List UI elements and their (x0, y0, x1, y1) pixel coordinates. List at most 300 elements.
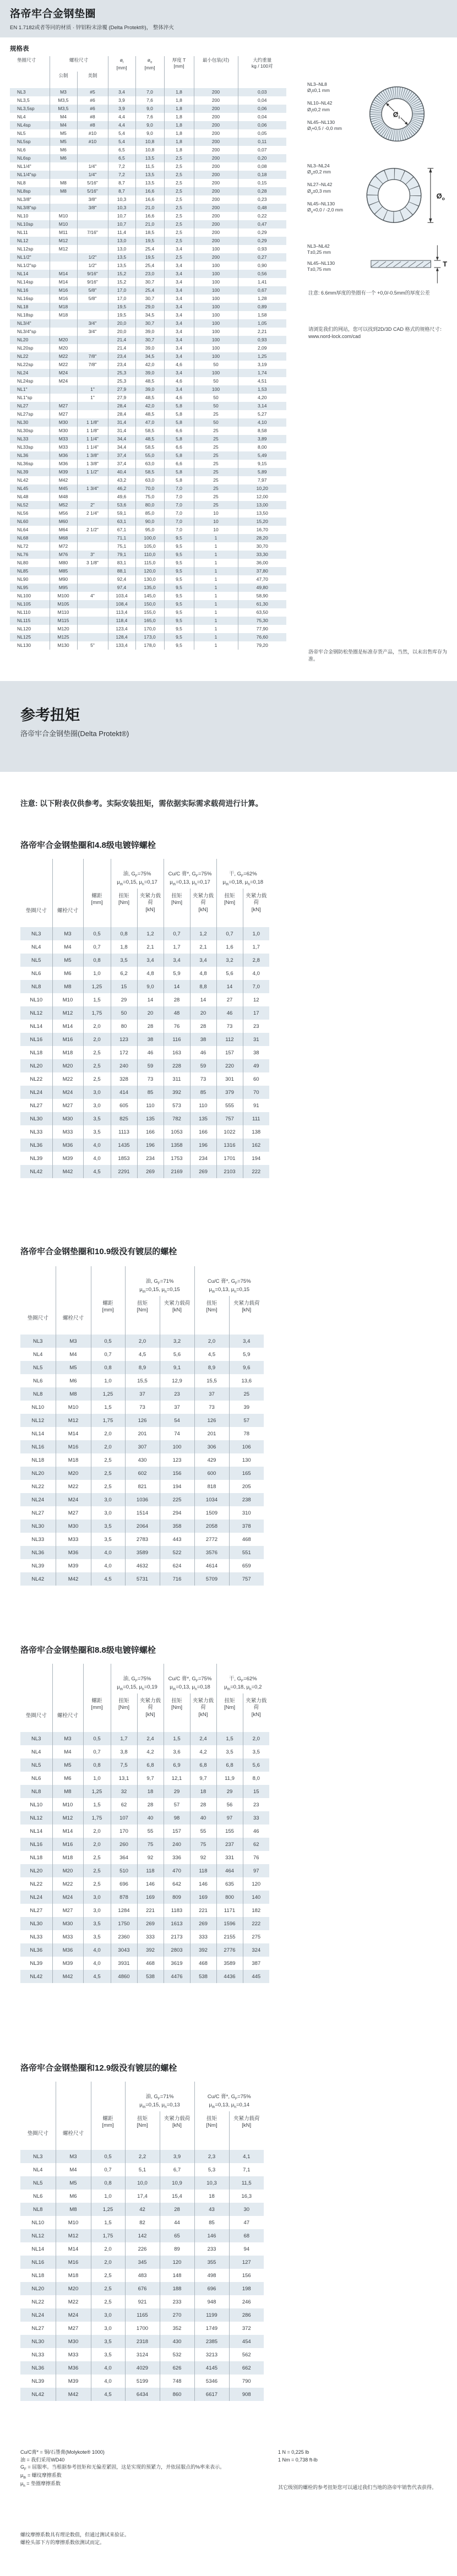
cell: 90,0 (135, 518, 164, 526)
cell: 3,0 (83, 1099, 111, 1112)
table-row (10, 96, 286, 105)
cell: 0,8 (83, 1758, 111, 1772)
cell: M4 (56, 2163, 91, 2176)
tolerance-range: NL10–NL42 (307, 100, 333, 106)
table-row (20, 1453, 264, 1467)
cell: NL30 (17, 420, 29, 425)
cell: 1113 (111, 1125, 137, 1139)
cell: NL33 (31, 2351, 45, 2358)
cell: 1/2" (77, 262, 108, 270)
col-torque: 扭矩 [Nm] (216, 889, 243, 927)
cell: 1 (194, 584, 238, 592)
col-clamp-load: 夹紧力载荷 [kN] (229, 1296, 264, 1335)
cell: 5199 (125, 2375, 160, 2388)
cell: 228 (164, 1059, 190, 1072)
cell: 85,0 (135, 509, 164, 518)
cell: NL6 (33, 2193, 43, 2199)
col-torque: 扭矩 [Nm] (216, 1693, 243, 1732)
cell: 220 (216, 1059, 243, 1072)
table-row (10, 451, 286, 460)
cell: NL20 (17, 337, 29, 342)
col-clamp-load: 夹紧力载荷 [kN] (190, 889, 216, 927)
cell: 1,8 (164, 88, 194, 96)
cell: 3,9 (108, 96, 135, 105)
cell: 2,2 (125, 2150, 160, 2163)
cell: 100,0 (135, 534, 164, 542)
cell: 25 (229, 1387, 264, 1401)
cell: 37,80 (238, 567, 286, 575)
cell: 200 (194, 228, 238, 237)
cell: NL24 (31, 2312, 45, 2318)
tolerance-value: $Ø_o\pm 0,2$ mm (307, 169, 331, 176)
cell: 2,0 (83, 1033, 111, 1046)
cell: 0,8 (83, 954, 111, 967)
cell: 46 (190, 1046, 216, 1059)
cell: 1,05 (238, 319, 286, 328)
cell: 333 (190, 1930, 216, 1943)
cell: 225 (160, 1493, 194, 1506)
cell: 2,21 (238, 328, 286, 336)
cell: 372 (229, 2322, 264, 2335)
cell: 120,0 (135, 567, 164, 575)
cell: 921 (125, 2295, 160, 2308)
cell: 238 (229, 1493, 264, 1506)
cell: 1 (194, 625, 238, 633)
table-row (10, 509, 286, 518)
cell: NL10 (31, 1404, 45, 1410)
cell: 200 (194, 154, 238, 162)
condition-group-oil: 油, $G_F=75\%$ $\mu_{th}=0,15$, $\mu_h=0,19$ (111, 1664, 164, 1693)
outer-dia-tolerances (307, 163, 364, 220)
cell: 13,5 (135, 179, 164, 187)
cell: M33 (52, 1930, 83, 1943)
cell: 221 (137, 1904, 164, 1917)
cell: 97 (216, 1811, 243, 1825)
cell: 1749 (194, 2322, 229, 2335)
cell: M24 (56, 1493, 91, 1506)
cell: 25 (194, 493, 238, 501)
cell: 4029 (125, 2361, 160, 2375)
cell (50, 204, 77, 212)
cell: 200 (194, 212, 238, 220)
cell: 1701 (216, 1152, 243, 1165)
cell: 2,5 (164, 220, 194, 228)
cell: 4,5 (91, 1572, 125, 1586)
cell: NL24sp (17, 378, 34, 384)
cell: 12,00 (238, 493, 286, 501)
condition-group-oil: 油, $G_F=71\%$ $\mu_{th}=0,15$, $\mu_h=0,15$ (125, 1266, 194, 1296)
torque-section-subtitle: 洛帝牢合金钢垫圈(Delta Protekt®) (20, 729, 129, 738)
cell (77, 625, 108, 633)
cell: 233 (160, 2295, 194, 2308)
torque-table-48-title: 洛帝牢合金钢垫圈和4.8级电镀锌螺栓 (20, 841, 156, 850)
cell: 37,4 (108, 451, 135, 460)
cell: 6,5 (108, 146, 135, 154)
cell: 9/16" (77, 278, 108, 286)
cell: M24 (52, 1891, 83, 1904)
cell: 13,5 (135, 171, 164, 179)
cell: 38 (243, 1046, 269, 1059)
cell: M52 (50, 501, 77, 509)
cell (77, 633, 108, 641)
cell: 10,8 (135, 146, 164, 154)
cell: 25 (194, 501, 238, 509)
cell: NL12 (30, 1010, 43, 1016)
cell: 5/16" (77, 179, 108, 187)
cell: 2,5 (164, 237, 194, 245)
cell: NL30 (30, 1115, 43, 1122)
cell: 49,80 (238, 584, 286, 592)
torque-table-88-body (20, 1732, 269, 1983)
cell: 107 (111, 1811, 137, 1825)
cell: 3,4 (164, 303, 194, 311)
cell: 14 (190, 993, 216, 1006)
cell: 70 (243, 1086, 269, 1099)
table-row (20, 1811, 269, 1825)
cell: M68 (50, 534, 77, 542)
cell: 48,5 (135, 435, 164, 443)
cell: M6 (52, 1772, 83, 1785)
cell: NL3/8" (17, 197, 31, 202)
table-row (20, 1745, 269, 1758)
cell: 429 (194, 1453, 229, 1467)
cell: 1,5 (91, 1401, 125, 1414)
cell: 39,0 (135, 344, 164, 352)
cell: 3,4 (164, 311, 194, 319)
cell: 40 (137, 1811, 164, 1825)
cell: 306 (194, 1440, 229, 1453)
cell: 0,06 (238, 105, 286, 113)
cell: 15,2 (108, 270, 135, 278)
cell: NL27 (30, 1102, 43, 1109)
cell: 200 (194, 187, 238, 195)
cell: 1 (194, 551, 238, 559)
cell: 7,0 (135, 88, 164, 96)
cell: 1183 (164, 1904, 190, 1917)
table-row (10, 592, 286, 600)
cell: 57 (229, 1414, 264, 1427)
cell: 3,4 (164, 262, 194, 270)
cell: 1,74 (238, 369, 286, 377)
cell: 468 (229, 1533, 264, 1546)
cell: NL39 (30, 1960, 43, 1967)
cell: NL27 (17, 403, 29, 409)
cell: NL64 (17, 527, 29, 532)
cell: 9,7 (137, 1772, 164, 1785)
cell: 2,0 (125, 1335, 160, 1348)
cell: 551 (229, 1546, 264, 1559)
cell: M3 (56, 1335, 91, 1348)
condition-group-oil: 油, $G_F=71\%$ $\mu_{th}=0,15$, $\mu_h=0,13$ (125, 2082, 194, 2111)
cell: 626 (160, 2361, 194, 2375)
cell (77, 402, 108, 410)
cell: 11,5 (229, 2176, 264, 2190)
cell: 246 (229, 2295, 264, 2308)
cell: 364 (111, 1851, 137, 1864)
cell: 3,4 (164, 954, 190, 967)
cell: 7,1 (229, 2163, 264, 2176)
cell: 11,4 (108, 228, 135, 237)
cell: 79,1 (108, 551, 135, 559)
cell: NL22 (31, 1483, 45, 1490)
cell: 15 (111, 980, 137, 993)
cell: 42,0 (135, 402, 164, 410)
cell: NL30 (30, 1920, 43, 1927)
cell: NL14 (30, 1023, 43, 1030)
cell: M36 (52, 1139, 83, 1152)
cell: 21,4 (108, 336, 135, 344)
torque-note: 注意: 以下附表仅供参考。实际安装扭矩，需依据实际需求载荷进行计算。 (20, 799, 263, 808)
cell: 3,0 (83, 1891, 111, 1904)
cell: M90 (50, 575, 77, 584)
cell: 1596 (216, 1917, 243, 1930)
table-row (10, 484, 286, 493)
cell: NL3,5sp (17, 106, 35, 111)
table-row (10, 228, 286, 237)
cell: 103,4 (108, 592, 135, 600)
cell: 8,0 (243, 1772, 269, 1785)
cell: NL1" (17, 386, 28, 392)
footer-friction-note: 螺栓头部下方的摩擦系数依测试而定。 (20, 2539, 105, 2545)
cell: 88,1 (108, 567, 135, 575)
cell: NL100 (17, 593, 31, 598)
cell: 130 (229, 1453, 264, 1467)
col-pitch: 螺距 [mm] (83, 1693, 111, 1732)
cell: 80,0 (135, 501, 164, 509)
cell: 155,0 (135, 608, 164, 617)
cell: 2,0 (194, 1335, 229, 1348)
cell: 19,5 (135, 253, 164, 262)
cell: 15,5 (125, 1374, 160, 1387)
table-row (10, 129, 286, 138)
cell: M12 (56, 2229, 91, 2242)
table-row (20, 2269, 264, 2282)
cell: 4,20 (238, 394, 286, 402)
cell: 2155 (216, 1930, 243, 1943)
cell: M33 (56, 2348, 91, 2361)
cell: 73 (216, 1020, 243, 1033)
cell: NL125 (17, 634, 31, 640)
cell: 198 (229, 2282, 264, 2295)
table-row (10, 204, 286, 212)
cell: 4,5 (194, 1348, 229, 1361)
cell: 25,3 (108, 377, 135, 385)
cell: 2,5 (164, 228, 194, 237)
cell: 3,0 (91, 2322, 125, 2335)
cell: 9,0 (135, 121, 164, 129)
cell: 2772 (194, 1533, 229, 1546)
cell (77, 575, 108, 584)
cell: 40 (190, 1811, 216, 1825)
cell: 333 (137, 1930, 164, 1943)
table-row (10, 641, 286, 650)
cell: 757 (229, 1572, 264, 1586)
cell: M8 (50, 179, 77, 187)
cell: M80 (50, 559, 77, 567)
outer-dia-tolerance-block (307, 163, 451, 228)
cell: M8 (52, 980, 83, 993)
cell: 9,5 (164, 542, 194, 551)
cell: 148 (160, 2269, 194, 2282)
cell: 7,6 (135, 96, 164, 105)
cell: 15,2 (108, 278, 135, 286)
col-bolt-size: 螺栓尺寸 (52, 889, 83, 927)
cell: M4 (50, 113, 77, 121)
cell: 328 (111, 1072, 137, 1086)
table-row (20, 2348, 264, 2361)
cell: 3,5 (91, 2348, 125, 2361)
cell: NL10 (17, 213, 29, 219)
table-row (10, 286, 286, 295)
cell: 73 (125, 1401, 160, 1414)
cell: 696 (194, 2282, 229, 2295)
spec-table-header (10, 56, 286, 88)
cell: 483 (125, 2269, 160, 2282)
cell: M27 (56, 2322, 91, 2335)
cell: 9,15 (238, 460, 286, 468)
table-row (20, 1957, 269, 1970)
cell: 8,7 (108, 187, 135, 195)
cell: 1 (194, 633, 238, 641)
cell: NL22 (17, 353, 29, 359)
cell: 3,4 (164, 344, 194, 352)
cell: 3" (77, 551, 108, 559)
cell: 201 (125, 1427, 160, 1440)
cell: 0,93 (238, 245, 286, 253)
cell: 89 (160, 2242, 194, 2256)
cell: 25 (194, 451, 238, 460)
cell: 75 (137, 1838, 164, 1851)
table-row (20, 1533, 264, 1546)
cell: 138 (243, 1125, 269, 1139)
cell: 1 1/8" (77, 427, 108, 435)
cell: M42 (52, 1165, 83, 1178)
tolerance-range: NL27–NL42 (307, 182, 333, 188)
cell: 430 (160, 2335, 194, 2348)
cell: 100 (194, 262, 238, 270)
cell: NL42 (30, 1168, 43, 1175)
cell: 1 (194, 542, 238, 551)
cell: 7,0 (164, 518, 194, 526)
cell: M42 (50, 476, 77, 484)
cell: NL10sp (17, 221, 34, 227)
cell: 2,5 (83, 1877, 111, 1891)
cell: NL42 (31, 1576, 45, 1582)
condition-group-paste: Cu/C 膏*, $G_F=75\%$ $\mu_{th}=0,13$, $\mu_h=0,15$ (194, 1266, 264, 1296)
cell: 5709 (194, 1572, 229, 1586)
table-row (10, 88, 286, 96)
cell: 4,0 (91, 1559, 125, 1572)
cell: 3,14 (238, 402, 286, 410)
cell: 270 (160, 2308, 194, 2322)
cell: 1,75 (91, 1414, 125, 1427)
cell: 2,5 (83, 1072, 111, 1086)
cell: 28 (190, 1798, 216, 1811)
cell: 12 (243, 993, 269, 1006)
cell: 9,1 (160, 1361, 194, 1374)
cell: 178,0 (135, 641, 164, 650)
cell: 1284 (111, 1904, 137, 1917)
cell: NL27sp (17, 411, 34, 417)
torque-table-48 (20, 859, 269, 1178)
cell: 1514 (125, 1506, 160, 1520)
cell: 6,8 (190, 1758, 216, 1772)
cell: 205 (229, 1480, 264, 1493)
cell: 21,4 (108, 344, 135, 352)
cell: NL4 (31, 1749, 41, 1755)
cell: 130,0 (135, 575, 164, 584)
cell: 782 (164, 1112, 190, 1125)
cell: 46 (243, 1825, 269, 1838)
cell: NL14 (31, 1430, 45, 1437)
condition-group-oil: 油, $G_F=75\%$ $\mu_{th}=0,15$, $\mu_h=0,17$ (111, 859, 164, 889)
cell: NL36sp (17, 461, 34, 466)
cell: 9,5 (164, 534, 194, 542)
cell: 445 (243, 1970, 269, 1983)
cell: NL24 (30, 1089, 43, 1096)
cell: 33,30 (238, 551, 286, 559)
cell: 73 (194, 1401, 229, 1414)
cell: 54 (160, 1414, 194, 1427)
cell: 38 (190, 1033, 216, 1046)
col-min-pack: 最小包装(对) (194, 56, 238, 88)
cell: 23,4 (108, 352, 135, 361)
cell: 3,19 (238, 361, 286, 369)
cell: 0,28 (238, 187, 286, 195)
cell: 9,5 (164, 617, 194, 625)
cell: NL24 (31, 1496, 45, 1503)
cell: 23,4 (108, 361, 135, 369)
cell: 0,04 (238, 113, 286, 121)
cell: 200 (194, 146, 238, 154)
footer-def-line: 油 = 我们采用WD40 (20, 2457, 65, 2463)
cell: 196 (137, 1139, 164, 1152)
cell (77, 410, 108, 418)
cell: 8,9 (194, 1361, 229, 1374)
cell: 133,4 (108, 641, 135, 650)
cell: M22 (52, 1072, 83, 1086)
table-row (20, 1798, 269, 1811)
cell: M10 (52, 993, 83, 1006)
cell: M42 (56, 2388, 91, 2401)
cell: 387 (243, 1957, 269, 1970)
table-row (20, 1361, 264, 1374)
cell: 50 (194, 418, 238, 427)
table-row (10, 559, 286, 567)
cell: M20 (50, 344, 77, 352)
cell: 100 (194, 336, 238, 344)
cell: 522 (160, 1546, 194, 1559)
cell: 3,5 (83, 1112, 111, 1125)
cell: NL36 (31, 2365, 45, 2371)
cell: 1 1/4" (77, 443, 108, 451)
cell: 30,70 (238, 542, 286, 551)
cell: 61,30 (238, 600, 286, 608)
footer-def-line: $G_F$ = 屈服率。当根据参考扭矩和无偏差紧固，这是实现的预紧力，并依屈服点的%率来表示。 (20, 2464, 225, 2471)
cell: 7,0 (164, 493, 194, 501)
cell: 7,0 (164, 509, 194, 518)
cell: 1053 (164, 1125, 190, 1139)
cell: 82 (125, 2216, 160, 2229)
cell: 1 (194, 575, 238, 584)
cell: 200 (194, 129, 238, 138)
cell: NL6 (33, 1377, 43, 1384)
col-torque: 扭矩 [Nm] (164, 889, 190, 927)
cell: NL18 (30, 1854, 43, 1861)
cell: 1509 (194, 1506, 229, 1520)
tolerance-range: NL3–NL42 (307, 243, 330, 249)
cell: 4,4 (108, 113, 135, 121)
